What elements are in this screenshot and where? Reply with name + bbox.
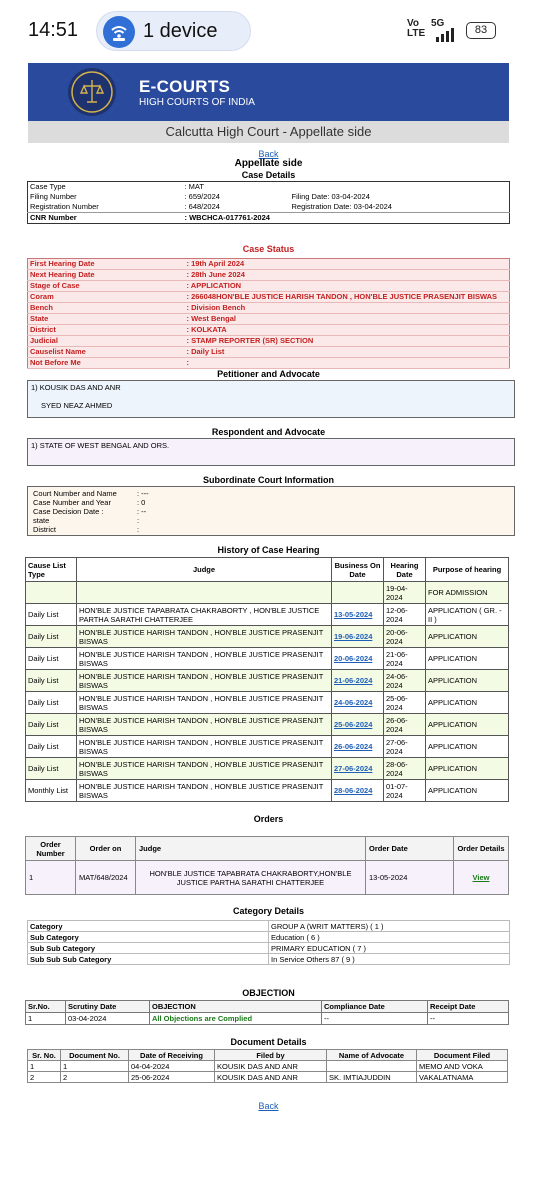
table-cell: 03-04-2024: [66, 1013, 150, 1025]
table-cell: APPLICATION: [426, 758, 509, 780]
column-header: Order Date: [366, 837, 454, 861]
table-cell: [454, 861, 509, 895]
table-row: [26, 861, 509, 895]
clock: 14:51: [28, 19, 79, 41]
column-header: Judge: [77, 558, 332, 582]
petitioner-box: [27, 380, 515, 418]
table-cell: : MAT: [184, 182, 204, 191]
table-cell: Daily List: [26, 692, 77, 714]
table-cell: [332, 692, 384, 714]
table-cell: 25-06-2024: [384, 692, 426, 714]
business-date-link[interactable]: 24-06-2024: [334, 698, 373, 707]
documents-table: [27, 1049, 508, 1083]
subordinate-box: [27, 486, 515, 536]
table-cell: :: [185, 358, 510, 369]
table-cell: : 0: [137, 498, 146, 507]
column-header: Scrutiny Date: [66, 1001, 150, 1013]
table-cell: MAT/648/2024: [76, 861, 136, 895]
column-header: Receipt Date: [428, 1001, 509, 1013]
table-cell: Stage of Case: [28, 281, 185, 292]
volte-indicator: Vo LTE: [407, 18, 426, 39]
table-cell: 21-06-2024: [384, 648, 426, 670]
business-date-link[interactable]: 19-06-2024: [334, 632, 373, 641]
table-cell: KOUSIK DAS AND ANR: [215, 1061, 327, 1072]
table-cell: HON'BLE JUSTICE HARISH TANDON , HON'BLE JUSTICE PRASENJIT BISWAS: [77, 714, 332, 736]
table-cell: Registration Date: 03-04-2024: [291, 202, 392, 211]
table-cell: Category: [28, 921, 269, 932]
table-cell: HON'BLE JUSTICE HARISH TANDON , HON'BLE JUSTICE PRASENJIT BISWAS: [77, 692, 332, 714]
table-cell: Filing Number: [30, 192, 77, 201]
business-date-link[interactable]: 13-05-2024: [334, 610, 373, 619]
table-cell: Judicial: [28, 336, 185, 347]
case-status-heading: Case Status: [242, 244, 295, 254]
orders-table: [25, 836, 509, 895]
table-cell: : 659/2024: [184, 192, 220, 201]
site-subtitle: HIGH COURTS OF INDIA: [139, 97, 255, 108]
table-cell: : 266048HON'BLE JUSTICE HARISH TANDON , HON'BLE JUSTICE PRASENJIT BISWAS: [185, 292, 510, 303]
table-row: [26, 714, 509, 736]
table-cell: 1: [61, 1061, 129, 1072]
table-cell: 27-06-2024: [384, 736, 426, 758]
table-cell: [290, 182, 510, 193]
table-cell: 24-06-2024: [384, 670, 426, 692]
column-header: Business On Date: [332, 558, 384, 582]
table-cell: : APPLICATION: [185, 281, 510, 292]
table-cell: Daily List: [26, 604, 77, 626]
battery-icon: 83: [466, 22, 496, 39]
table-cell: HON'BLE JUSTICE TAPABRATA CHAKRABORTY , HON'BLE JUSTICE PARTHA SARATHI CHATTERJEE: [77, 604, 332, 626]
table-cell: 1: [28, 1061, 61, 1072]
court-emblem-icon: [68, 68, 116, 116]
objection-heading: OBJECTION: [242, 988, 295, 998]
table-row: [26, 780, 509, 802]
table-cell: APPLICATION: [426, 670, 509, 692]
table-cell: All Objections are Complied: [150, 1013, 322, 1025]
table-cell: 1: [26, 1013, 66, 1025]
table-cell: : West Bengal: [185, 314, 510, 325]
table-row: [26, 1013, 509, 1025]
column-header: Document Filed: [417, 1050, 508, 1061]
table-cell: Monthly List: [26, 780, 77, 802]
table-cell: 13-05-2024: [366, 861, 454, 895]
table-cell: PRIMARY EDUCATION ( 7 ): [269, 943, 510, 954]
signal-icon: [436, 28, 458, 42]
table-cell: KOUSIK DAS AND ANR: [215, 1072, 327, 1083]
table-cell: HON'BLE JUSTICE HARISH TANDON , HON'BLE JUSTICE PRASENJIT BISWAS: [77, 758, 332, 780]
table-cell: Court Number and Name: [33, 489, 117, 498]
table-row: [26, 736, 509, 758]
table-cell: VAKALATNAMA: [417, 1072, 508, 1083]
table-cell: Sub Category: [28, 932, 269, 943]
table-cell: Daily List: [26, 736, 77, 758]
category-heading: Category Details: [232, 906, 305, 916]
status-bar: [0, 0, 537, 62]
table-row: [26, 582, 509, 604]
table-cell: Daily List: [26, 626, 77, 648]
table-cell: 12-06-2024: [384, 604, 426, 626]
table-cell: Daily List: [26, 648, 77, 670]
table-cell: In Service Others 87 ( 9 ): [269, 954, 510, 965]
table-cell: : 648/2024: [184, 202, 220, 211]
table-cell: : --: [137, 507, 147, 516]
business-date-link[interactable]: 25-06-2024: [334, 720, 373, 729]
table-cell: HON'BLE JUSTICE HARISH TANDON , HON'BLE JUSTICE PRASENJIT BISWAS: [77, 780, 332, 802]
table-cell: Filing Date: 03-04-2024: [291, 192, 370, 201]
column-header: Compliance Date: [322, 1001, 428, 1013]
table-cell: HON'BLE JUSTICE HARISH TANDON , HON'BLE JUSTICE PRASENJIT BISWAS: [77, 626, 332, 648]
history-heading: History of Case Hearing: [217, 545, 320, 555]
table-cell: Sub Sub Category: [28, 943, 269, 954]
back-link-top[interactable]: Back: [258, 149, 279, 159]
table-cell: FOR ADMISSION: [426, 582, 509, 604]
table-cell: [327, 1061, 417, 1072]
section-title: Appellate side: [234, 158, 303, 169]
case-status-table: [27, 258, 510, 369]
table-cell: --: [322, 1013, 428, 1025]
table-cell: APPLICATION: [426, 692, 509, 714]
site-title: E-COURTS: [139, 77, 231, 96]
back-link-bottom[interactable]: Back: [258, 1101, 279, 1111]
table-cell: 2: [61, 1072, 129, 1083]
table-cell: 1: [26, 861, 76, 895]
respondent-heading: Respondent and Advocate: [211, 427, 326, 437]
table-row: [26, 626, 509, 648]
table-cell: 04-04-2024: [129, 1061, 215, 1072]
case-details-table: [27, 181, 510, 224]
case-details-heading: Case Details: [241, 170, 296, 180]
petitioner-advocate: SYED NEAZ AHMED: [41, 401, 113, 410]
table-cell: APPLICATION: [426, 648, 509, 670]
table-cell: [332, 780, 384, 802]
network-type: 5G: [431, 18, 445, 29]
table-cell: HON'BLE JUSTICE HARISH TANDON , HON'BLE JUSTICE PRASENJIT BISWAS: [77, 736, 332, 758]
table-cell: [332, 714, 384, 736]
column-header: Cause List Type: [26, 558, 77, 582]
column-header: Order on: [76, 837, 136, 861]
table-cell: Daily List: [26, 714, 77, 736]
table-cell: 26-06-2024: [384, 714, 426, 736]
table-row: [26, 692, 509, 714]
table-cell: 20-06-2024: [384, 626, 426, 648]
table-cell: [77, 582, 332, 604]
table-cell: 2: [28, 1072, 61, 1083]
hearing-history-table: [25, 557, 509, 802]
table-cell: First Hearing Date: [28, 259, 185, 270]
device-pill[interactable]: [96, 11, 251, 51]
business-date-link[interactable]: 26-06-2024: [334, 742, 373, 751]
table-cell: 25-06-2024: [129, 1072, 215, 1083]
column-header: Filed by: [215, 1050, 327, 1061]
table-cell: Coram: [28, 292, 185, 303]
table-cell: [332, 604, 384, 626]
table-cell: 01-07-2024: [384, 780, 426, 802]
table-cell: Not Before Me: [28, 358, 185, 369]
petitioner-name: 1) KOUSIK DAS AND ANR: [31, 383, 121, 392]
table-cell: APPLICATION: [426, 780, 509, 802]
business-date-link[interactable]: 21-06-2024: [334, 676, 373, 685]
table-cell: : KOLKATA: [185, 325, 510, 336]
table-cell: APPLICATION ( GR. - II ): [426, 604, 509, 626]
table-cell: APPLICATION: [426, 626, 509, 648]
column-header: Purpose of hearing: [426, 558, 509, 582]
table-row: [26, 758, 509, 780]
table-cell: CNR Number: [28, 213, 183, 224]
table-cell: Registration Number: [30, 202, 99, 211]
table-row: [28, 1072, 508, 1083]
table-cell: MEMO AND VOKA: [417, 1061, 508, 1072]
table-cell: State: [28, 314, 185, 325]
device-count: 1 device: [143, 20, 218, 42]
orders-heading: Orders: [253, 814, 284, 824]
table-cell: Daily List: [26, 670, 77, 692]
petitioner-heading: Petitioner and Advocate: [217, 369, 320, 379]
table-cell: Sub Sub Sub Category: [28, 954, 269, 965]
column-header: Sr.No.: [26, 1001, 66, 1013]
objection-table: [25, 1000, 509, 1025]
table-cell: : 19th April 2024: [185, 259, 510, 270]
table-cell: [332, 648, 384, 670]
cnr-number: : WBCHCA-017761-2024: [183, 213, 510, 224]
table-row: [26, 670, 509, 692]
documents-heading: Document Details: [230, 1037, 307, 1047]
table-cell: Case Type: [30, 182, 66, 191]
ecourts-banner: [28, 63, 509, 121]
table-cell: : Division Bench: [185, 303, 510, 314]
table-cell: HON'BLE JUSTICE TAPABRATA CHAKRABORTY,HON'BLE JUSTICE PARTHA SARATHI CHATTERJEE: [136, 861, 366, 895]
table-cell: 28-06-2024: [384, 758, 426, 780]
table-cell: [26, 582, 77, 604]
table-cell: : STAMP REPORTER (SR) SECTION: [185, 336, 510, 347]
table-cell: Bench: [28, 303, 185, 314]
business-date-link[interactable]: 28-06-2024: [334, 786, 373, 795]
table-cell: District: [28, 325, 185, 336]
business-date-link[interactable]: 20-06-2024: [334, 654, 373, 663]
view-order-link[interactable]: View: [472, 873, 490, 882]
table-cell: Next Hearing Date: [28, 270, 185, 281]
column-header: Order Details: [454, 837, 509, 861]
table-row: [26, 648, 509, 670]
table-cell: Case Number and Year: [33, 498, 111, 507]
table-row: [28, 1061, 508, 1072]
table-cell: : 28th June 2024: [185, 270, 510, 281]
respondent-box: [27, 438, 515, 466]
business-date-link[interactable]: 27-06-2024: [334, 764, 373, 773]
table-cell: [332, 736, 384, 758]
column-header: Document No.: [61, 1050, 129, 1061]
column-header: Hearing Date: [384, 558, 426, 582]
table-cell: [332, 670, 384, 692]
table-cell: Causelist Name: [28, 347, 185, 358]
table-cell: [332, 582, 384, 604]
column-header: OBJECTION: [150, 1001, 322, 1013]
table-cell: HON'BLE JUSTICE HARISH TANDON , HON'BLE JUSTICE PRASENJIT BISWAS: [77, 670, 332, 692]
column-header: Name of Advocate: [327, 1050, 417, 1061]
table-cell: : ---: [137, 489, 149, 498]
column-header: Judge: [136, 837, 366, 861]
table-cell: APPLICATION: [426, 714, 509, 736]
table-cell: GROUP A (WRIT MATTERS) ( 1 ): [269, 921, 510, 932]
column-header: Sr. No.: [28, 1050, 61, 1061]
table-cell: :: [137, 525, 140, 534]
table-row: [26, 604, 509, 626]
table-cell: state: [33, 516, 50, 525]
table-cell: APPLICATION: [426, 736, 509, 758]
table-cell: :: [137, 516, 140, 525]
table-cell: : Daily List: [185, 347, 510, 358]
column-header: Date of Receiving: [129, 1050, 215, 1061]
table-cell: 19-04-2024: [384, 582, 426, 604]
respondent-name: 1) STATE OF WEST BENGAL AND ORS.: [31, 441, 170, 450]
table-cell: HON'BLE JUSTICE HARISH TANDON , HON'BLE JUSTICE PRASENJIT BISWAS: [77, 648, 332, 670]
court-name: Calcutta High Court - Appellate side: [28, 121, 509, 143]
table-cell: Education ( 6 ): [269, 932, 510, 943]
column-header: Order Number: [26, 837, 76, 861]
table-cell: [332, 626, 384, 648]
table-cell: [332, 758, 384, 780]
table-cell: --: [428, 1013, 509, 1025]
table-cell: SK. IMTIAJUDDIN: [327, 1072, 417, 1083]
wifi-icon: [103, 16, 135, 48]
category-table: [27, 920, 510, 965]
table-cell: Case Decision Date :: [33, 507, 104, 516]
subordinate-heading: Subordinate Court Information: [203, 475, 334, 485]
table-cell: Daily List: [26, 758, 77, 780]
table-cell: District: [33, 525, 56, 534]
